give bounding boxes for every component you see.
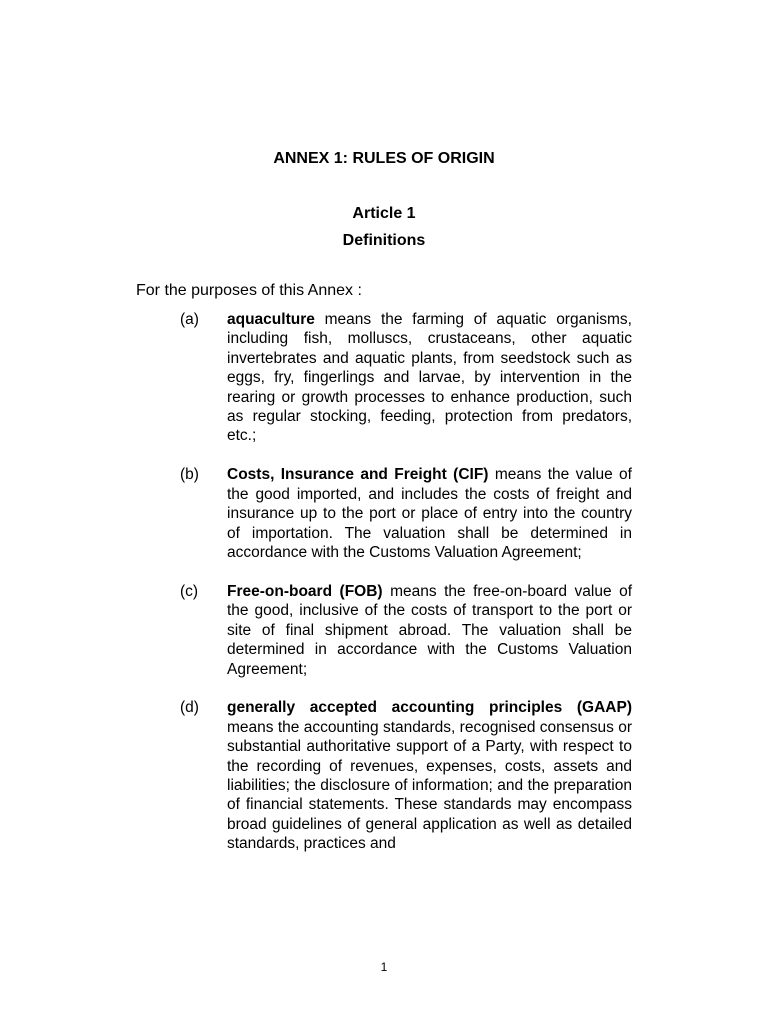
definition-item — [180, 582, 632, 679]
definition-text: means the value of the good imported, and includes the costs of freight and insurance up to the port or place of entry into the country of importation. The valuation shall be determined in accordance with the Customs Valuation Agreement; — [227, 466, 632, 561]
definition-item — [180, 310, 632, 446]
definition-label: (b) — [180, 466, 199, 484]
definition-item — [180, 465, 632, 562]
definition-item — [180, 698, 632, 853]
definition-term: aquaculture — [227, 311, 315, 328]
annex-title: ANNEX 1: RULES OF ORIGIN — [273, 150, 495, 167]
definition-term: Costs, Insurance and Freight (CIF) — [227, 466, 489, 484]
page-number: 1 — [380, 960, 388, 974]
definitions-list — [180, 310, 632, 854]
definition-label: (a) — [180, 311, 199, 328]
definition-term: Free-on-board (FOB) — [227, 582, 383, 600]
definition-text: means the farming of aquatic organisms, including fish, molluscs, crustaceans, other aquatic invertebrates and aquatic plants, from seedstock such as eggs, fry, fingerlings and larvae, by intervention in the rearing or growth processes to enhance production, such as regular stocking, feeding, protection from predators, etc.; — [227, 311, 632, 445]
article-heading: Definitions — [342, 232, 426, 249]
definition-label: (c) — [180, 582, 199, 600]
definition-text: means the accounting standards, recognised consensus or substantial authoritative support of a Party, with respect to the recording of revenues, expenses, costs, assets and liabilities; the disclosure of information; and the preparation of financial statements. These standards may encompass broad guidelines of general application as well as detailed standards, practices and — [227, 718, 632, 853]
definition-term: generally accepted accounting principles (GAAP) — [227, 699, 632, 717]
intro-text: For the purposes of this Annex : — [136, 282, 362, 299]
definition-body — [227, 582, 632, 679]
definition-body — [227, 310, 632, 446]
definition-label: (d) — [180, 699, 199, 717]
definition-text: means the free-on-board value of the good, inclusive of the costs of transport to the port or site of final shipment abroad. The valuation shall be determined in accordance with the Customs Valuation Agreement; — [227, 582, 633, 678]
definition-body — [227, 698, 632, 853]
article-number: Article 1 — [352, 205, 416, 222]
definition-body — [227, 465, 632, 562]
